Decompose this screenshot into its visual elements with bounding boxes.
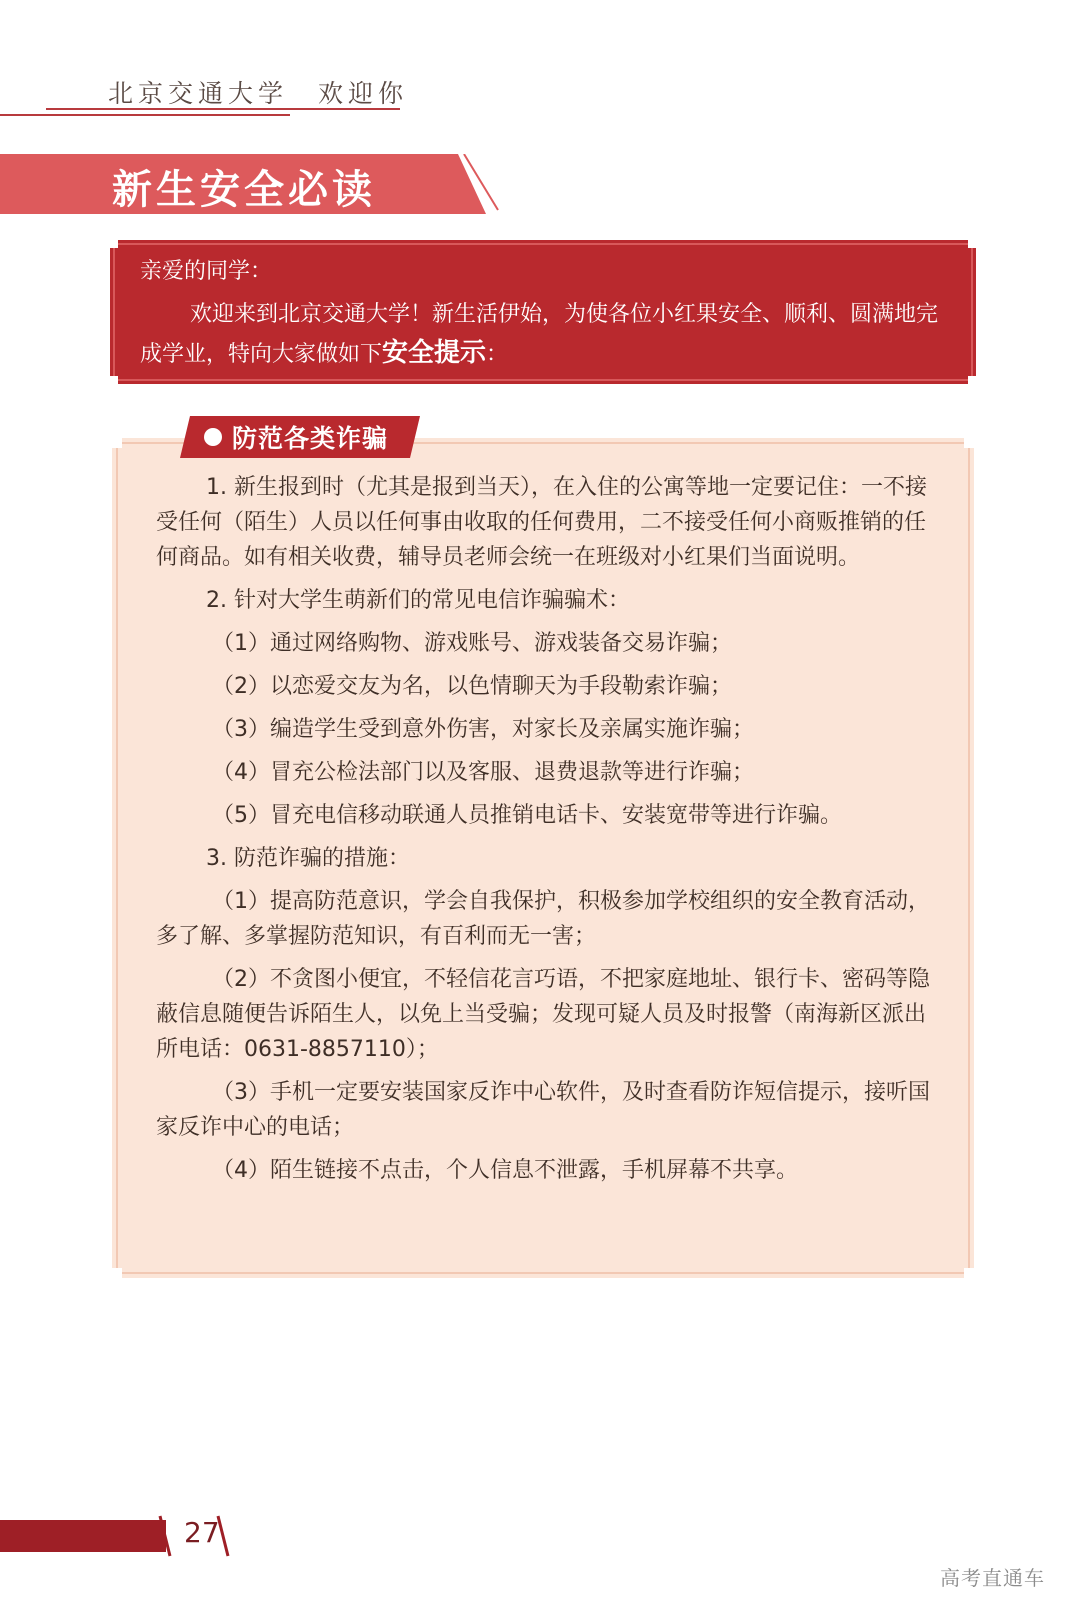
watermark: 高考直通车 bbox=[940, 1566, 1045, 1590]
greeting-salutation: 亲爱的同学： bbox=[140, 259, 273, 284]
section-title: 防范各类诈骗 bbox=[232, 424, 389, 453]
corner-notch bbox=[968, 240, 976, 248]
paragraph: 1. 新生报到时（尤其是报到当天），在入住的公寓等地一定要记住：一不接受任何（陌生）人员以任何事由收取的任何费用，二不接受任何小商贩推销的任何商品。如有相关收费，辅导员老师会统一在班级对小红果们当面说明。 bbox=[156, 475, 927, 570]
list-item: （2）以恋爱交友为名，以色情聊天为手段勒索诈骗； bbox=[212, 674, 732, 699]
greeting-box bbox=[110, 240, 976, 384]
greeting-emphasis: 安全提示 bbox=[382, 338, 487, 368]
corner-notch bbox=[112, 438, 122, 448]
corner-notch bbox=[112, 1268, 122, 1278]
list-item: （1）提高防范意识，学会自我保护，积极参加学校组织的安全教育活动，多了解、多掌握防范知识，有百利而无一害； bbox=[156, 889, 930, 949]
corner-notch bbox=[110, 240, 118, 248]
paragraph: 3. 防范诈骗的措施： bbox=[206, 846, 410, 871]
corner-notch bbox=[968, 376, 976, 384]
school-header: 北京交通大学 欢迎你 bbox=[108, 79, 409, 108]
corner-notch bbox=[964, 438, 974, 448]
corner-notch bbox=[110, 376, 118, 384]
bullet-dot-icon bbox=[204, 428, 222, 446]
greeting-text: 欢迎来到北京交通大学！新生活伊始，为使各位小红果安全、顺利、圆满地完成学业，特向大家做如下 bbox=[140, 302, 939, 367]
list-item: （4）冒充公检法部门以及客服、退费退款等进行诈骗； bbox=[212, 760, 754, 785]
header-underline bbox=[46, 108, 400, 110]
list-item: （2）不贪图小便宜，不轻信花言巧语，不把家庭地址、银行卡、密码等隐蔽信息随便告诉陌生人，以免上当受骗；发现可疑人员及时报警（南海新区派出所电话：0631-8857110）； bbox=[156, 967, 930, 1062]
greeting-end: ： bbox=[486, 342, 509, 367]
greeting-body bbox=[140, 296, 950, 374]
footer-slash-decoration bbox=[0, 1514, 260, 1558]
corner-notch bbox=[964, 1268, 974, 1278]
header-underline-lower bbox=[0, 114, 290, 116]
page-title: 新生安全必读 bbox=[112, 166, 376, 213]
list-item: （4）陌生链接不点击，个人信息不泄露，手机屏幕不共享。 bbox=[212, 1158, 798, 1183]
list-item: （1）通过网络购物、游戏账号、游戏装备交易诈骗； bbox=[212, 631, 732, 656]
list-item: （3）编造学生受到意外伤害，对家长及亲属实施诈骗； bbox=[212, 717, 754, 742]
list-item: （5）冒充电信移动联通人员推销电话卡、安装宽带等进行诈骗。 bbox=[212, 803, 842, 828]
content-body bbox=[156, 470, 936, 1196]
page-number: 27 bbox=[184, 1516, 220, 1549]
paragraph: 2. 针对大学生萌新们的常见电信诈骗骗术： bbox=[206, 588, 630, 613]
list-item: （3）手机一定要安装国家反诈中心软件，及时查看防诈短信提示，接听国家反诈中心的电话； bbox=[156, 1080, 930, 1140]
